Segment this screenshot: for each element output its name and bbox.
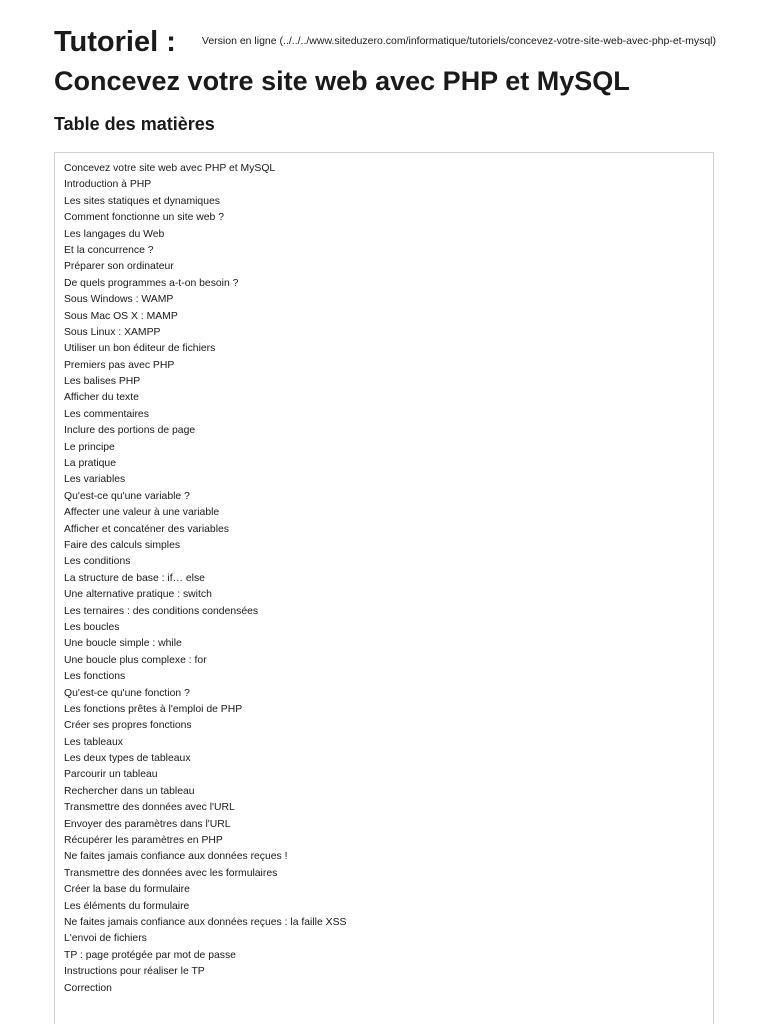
- toc-item[interactable]: Une alternative pratique : switch: [64, 589, 212, 601]
- toc-item[interactable]: L'envoi de fichiers: [64, 933, 147, 945]
- toc-item[interactable]: Les deux types de tableaux: [64, 753, 191, 765]
- toc-item[interactable]: Sous Windows : WAMP: [64, 294, 174, 306]
- toc-item[interactable]: Les sites statiques et dynamiques: [64, 195, 220, 207]
- toc-item[interactable]: Les variables: [64, 474, 126, 486]
- toc-list: [64, 161, 713, 997]
- page-title: Concevez votre site web avec PHP et MySQL: [54, 66, 630, 96]
- tutorial-row: [54, 24, 734, 60]
- toc-item[interactable]: Envoyer des paramètres dans l'URL: [64, 818, 231, 830]
- toc-item[interactable]: Et la concurrence ?: [64, 244, 154, 256]
- toc-item[interactable]: Créer ses propres fonctions: [64, 720, 192, 732]
- toc-item[interactable]: Parcourir un tableau: [64, 769, 158, 781]
- toc-item[interactable]: Introduction à PHP: [64, 179, 152, 191]
- toc-item[interactable]: Qu'est-ce qu'une variable ?: [64, 490, 190, 502]
- toc-item[interactable]: Les commentaires: [64, 408, 149, 420]
- page-header: [54, 24, 734, 98]
- toc-item[interactable]: Affecter une valeur à une variable: [64, 507, 220, 519]
- toc-item[interactable]: Créer la base du formulaire: [64, 884, 190, 896]
- toc-item[interactable]: Le principe: [64, 441, 115, 453]
- online-version-link[interactable]: Version en ligne (../../../www.siteduzero.com/informatique/tutoriels/concevez-votre-site-web-avec-php-et-mysql): [201, 35, 717, 47]
- toc-item[interactable]: Les éléments du formulaire: [64, 900, 190, 912]
- toc-item[interactable]: Sous Linux : XAMPP: [64, 326, 161, 338]
- toc-item[interactable]: La structure de base : if… else: [64, 572, 205, 584]
- toc-item[interactable]: Récupérer les paramètres en PHP: [64, 835, 223, 847]
- toc-item[interactable]: Inclure des portions de page: [64, 425, 196, 437]
- toc-item[interactable]: Les balises PHP: [64, 376, 141, 388]
- toc-item[interactable]: Qu'est-ce qu'une fonction ?: [64, 687, 190, 699]
- toc-item[interactable]: Sous Mac OS X : MAMP: [64, 310, 178, 322]
- toc-item[interactable]: TP : page protégée par mot de passe: [64, 949, 236, 961]
- toc-item[interactable]: La pratique: [64, 458, 116, 470]
- toc-item[interactable]: Les langages du Web: [64, 228, 165, 240]
- toc-item[interactable]: Premiers pas avec PHP: [64, 359, 175, 371]
- toc-item[interactable]: De quels programmes a-t-on besoin ?: [64, 277, 239, 289]
- toc-item[interactable]: Les fonctions: [64, 671, 126, 683]
- toc-item[interactable]: Les boucles: [64, 621, 120, 633]
- toc-heading: Table des matières: [54, 114, 215, 134]
- toc-item[interactable]: Concevez votre site web avec PHP et MySQL: [64, 163, 276, 174]
- toc-item[interactable]: Préparer son ordinateur: [64, 261, 174, 273]
- toc-item[interactable]: Transmettre des données avec les formulaires: [64, 867, 278, 879]
- toc-item[interactable]: Utiliser un bon éditeur de fichiers: [64, 343, 216, 355]
- toc-item[interactable]: Faire des calculs simples: [64, 539, 181, 551]
- toc-item[interactable]: Afficher du texte: [64, 392, 139, 404]
- table-of-contents: [54, 152, 714, 1024]
- toc-item[interactable]: Ne faites jamais confiance aux données reçues : la faille XSS: [64, 916, 347, 928]
- toc-item[interactable]: Instructions pour réaliser le TP: [64, 966, 205, 978]
- toc-item[interactable]: Une boucle simple : while: [64, 638, 182, 650]
- toc-item[interactable]: Une boucle plus complexe : for: [64, 654, 207, 666]
- toc-item[interactable]: Les tableaux: [64, 736, 123, 748]
- toc-item[interactable]: Transmettre des données avec l'URL: [64, 802, 235, 814]
- toc-item[interactable]: Ne faites jamais confiance aux données reçues !: [64, 851, 288, 863]
- tutorial-label: Tutoriel :: [54, 26, 176, 58]
- toc-item[interactable]: Comment fonctionne un site web ?: [64, 212, 224, 224]
- toc-item[interactable]: Les fonctions prêtes à l'emploi de PHP: [64, 703, 243, 715]
- toc-item[interactable]: Afficher et concaténer des variables: [64, 523, 229, 535]
- toc-item[interactable]: Les conditions: [64, 556, 131, 568]
- toc-item[interactable]: Rechercher dans un tableau: [64, 785, 195, 797]
- toc-item[interactable]: Les ternaires : des conditions condensées: [64, 605, 259, 617]
- toc-item[interactable]: Correction: [64, 982, 112, 994]
